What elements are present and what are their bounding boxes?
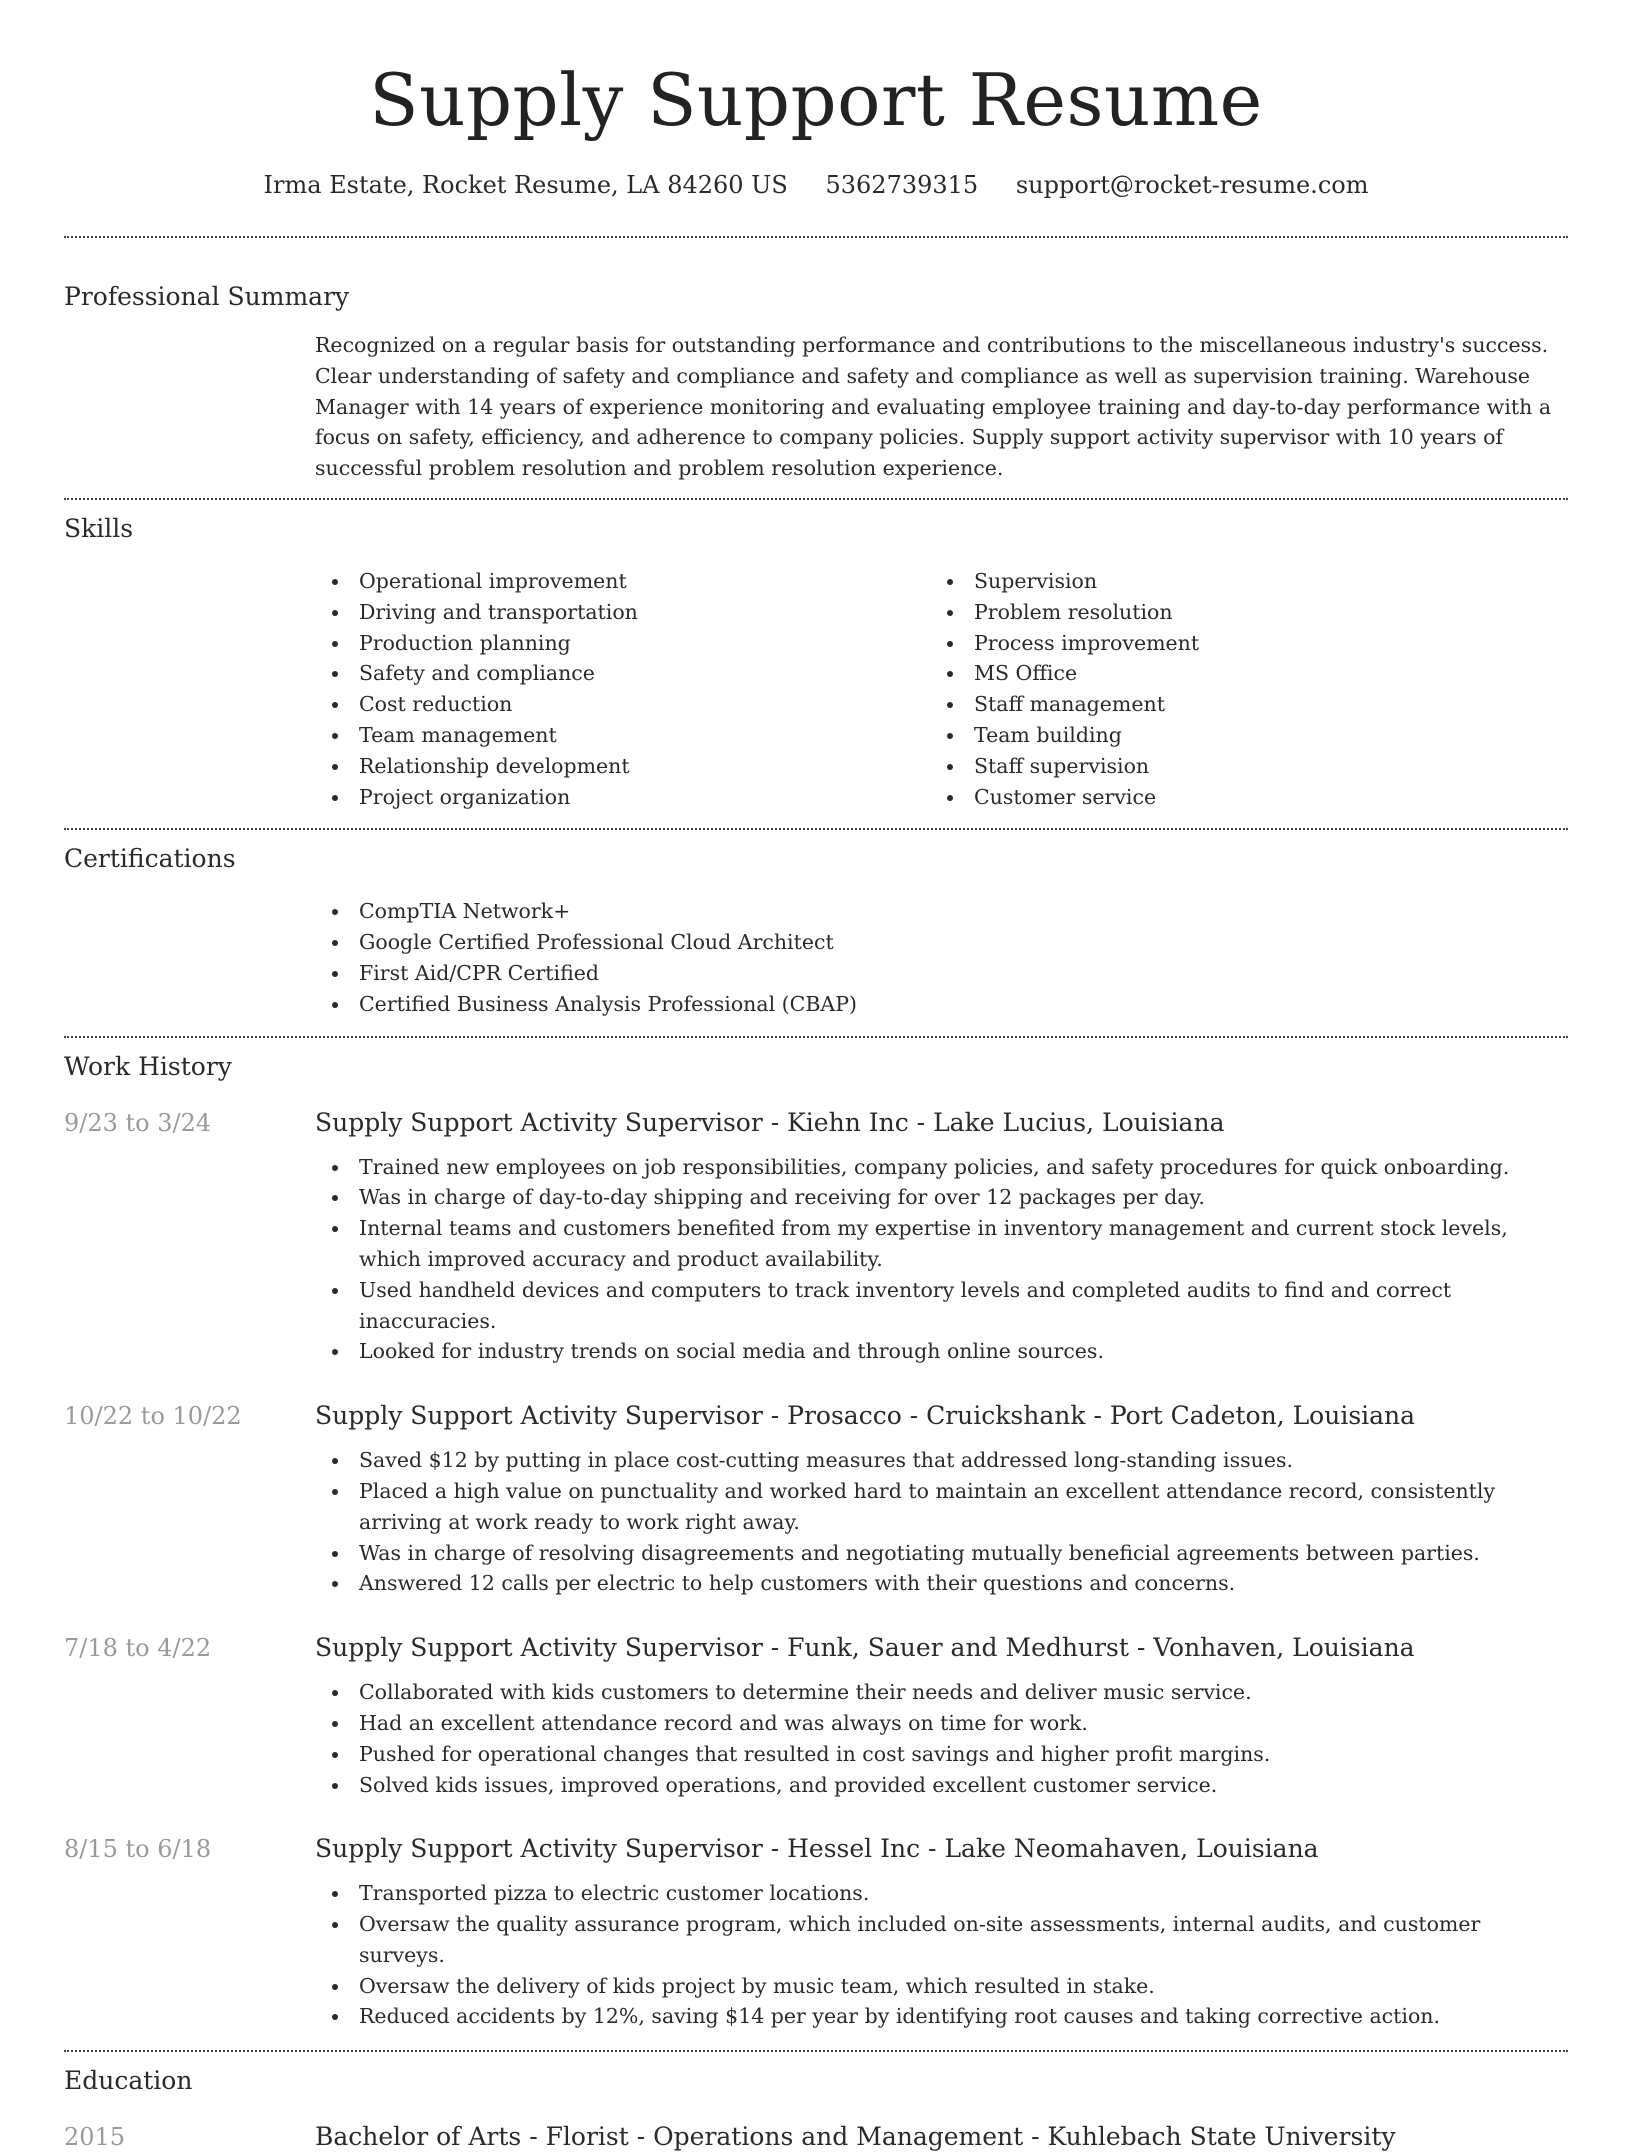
section-heading-work-history: Work History (64, 1051, 232, 1081)
resume-page (64, 0, 1568, 2154)
list-item-text: Pushed for operational changes that resulted in cost savings and higher profit margins. (359, 1741, 1271, 1766)
bullet-icon (332, 971, 338, 977)
bullet-icon (332, 1690, 338, 1696)
skill-item (930, 628, 1545, 659)
bullet-icon (947, 764, 953, 770)
job-bullets (315, 1677, 1568, 1800)
list-item-text: Process improvement (974, 630, 1200, 655)
list-item-text: Oversaw the quality assurance program, which included on-site assessments, internal audits, and customer surveys. (359, 1912, 1481, 1967)
job-date: 9/23 to 3/24 (64, 1108, 212, 1137)
list-item-text: Google Certified Professional Cloud Architect (359, 930, 834, 955)
list-item-text: Team building (974, 722, 1122, 747)
bullet-icon (332, 702, 338, 708)
skill-item (315, 658, 930, 689)
skills-list-right (930, 566, 1545, 812)
section-heading-skills: Skills (64, 513, 134, 543)
contact-info (64, 168, 1568, 202)
certification-item (315, 958, 1568, 989)
list-item-text: Solved kids issues, improved operations, and provided excellent customer service. (359, 1772, 1218, 1797)
skill-item (315, 566, 930, 597)
bullet-icon (947, 610, 953, 616)
job-bullets (315, 1152, 1568, 1368)
bullet-icon (332, 1489, 338, 1495)
bullet-icon (332, 1922, 338, 1928)
list-item-text: Internal teams and customers benefited from my expertise in inventory management and current stock levels, which improved accuracy and product availability. (359, 1216, 1508, 1271)
list-item-text: Supervision (974, 568, 1098, 593)
job-bullet (315, 1971, 1568, 2002)
bullet-icon (332, 1002, 338, 1008)
bullet-icon (332, 1891, 338, 1897)
job-title: Supply Support Activity Supervisor - Funk, Sauer and Medhurst - Vonhaven, Louisiana (315, 1633, 1415, 1663)
job-bullet (315, 2001, 1568, 2032)
job-date: 10/22 to 10/22 (64, 1402, 242, 1431)
job-bullet (315, 1770, 1568, 1801)
job-date: 7/18 to 4/22 (64, 1634, 212, 1663)
list-item-text: Was in charge of day-to-day shipping and receiving for over 12 packages per day. (359, 1185, 1205, 1210)
job-title: Supply Support Activity Supervisor - Prosacco - Cruickshank - Port Cadeton, Louisiana (315, 1401, 1416, 1431)
job-entry (64, 1832, 1568, 2032)
bullet-icon (332, 1551, 338, 1557)
bullet-icon (332, 1581, 338, 1587)
summary-section (64, 238, 1568, 484)
education-date: 2015 (64, 2123, 126, 2152)
job-bullet (315, 1739, 1568, 1770)
bullet-icon (332, 1783, 338, 1789)
skill-item (930, 751, 1545, 782)
list-item-text: Certified Business Analysis Professional (CBAP) (359, 991, 858, 1016)
job-entry (64, 1106, 1568, 1368)
bullet-icon (332, 733, 338, 739)
list-item-text: MS Office (974, 661, 1078, 686)
list-item-text: Trained new employees on job responsibilities, company policies, and safety procedures for quick onboarding. (359, 1154, 1510, 1179)
education-section (64, 2052, 1568, 2154)
skill-item (315, 689, 930, 720)
job-title: Supply Support Activity Supervisor - Hessel Inc - Lake Neomahaven, Louisiana (315, 1834, 1319, 1864)
bullet-icon (332, 579, 338, 585)
education-entry (64, 2120, 1568, 2154)
section-heading-certifications: Certifications (64, 844, 236, 874)
bullet-icon (947, 671, 953, 677)
section-heading-education: Education (64, 2066, 193, 2096)
bullet-icon (332, 1165, 338, 1171)
list-item-text: Staff supervision (974, 753, 1150, 778)
section-heading-summary: Professional Summary (64, 282, 350, 311)
certification-item (315, 896, 1568, 927)
bullet-icon (947, 733, 953, 739)
list-item-text: Transported pizza to electric customer locations. (359, 1881, 870, 1906)
page-title: Supply Support Resume (369, 58, 1263, 142)
list-item-text: Oversaw the delivery of kids project by music team, which resulted in stake. (359, 1973, 1155, 1998)
list-item-text: Team management (359, 722, 557, 747)
jobs-list (64, 1106, 1568, 2033)
list-item-text: Cost reduction (359, 692, 513, 717)
skill-item (930, 597, 1545, 628)
list-item-text: Staff management (974, 692, 1165, 717)
job-bullet (315, 1568, 1568, 1599)
list-item-text: Saved $12 by putting in place cost-cutting measures that addressed long-standing issues. (359, 1448, 1293, 1473)
certification-item (315, 989, 1568, 1020)
bullet-icon (947, 641, 953, 647)
skill-item (315, 782, 930, 813)
skill-item (315, 597, 930, 628)
bullet-icon (332, 1752, 338, 1758)
list-item-text: Answered 12 calls per electric to help customers with their questions and concerns. (359, 1571, 1236, 1596)
list-item-text: Project organization (359, 784, 571, 809)
skills-section (64, 500, 1568, 812)
job-bullet (315, 1336, 1568, 1367)
job-bullet (315, 1708, 1568, 1739)
list-item-text: Was in charge of resolving disagreements and negotiating mutually beneficial agreements between parties. (359, 1540, 1480, 1565)
job-bullet (315, 1909, 1568, 1971)
bullet-icon (332, 1349, 338, 1355)
skills-list-left (315, 566, 930, 812)
bullet-icon (332, 641, 338, 647)
list-item-text: Driving and transportation (359, 599, 638, 624)
list-item-text: Problem resolution (974, 599, 1173, 624)
skill-item (930, 566, 1545, 597)
job-bullet (315, 1152, 1568, 1183)
certifications-section (64, 830, 1568, 1019)
list-item-text: Looked for industry trends on social media and through online sources. (359, 1339, 1104, 1364)
job-bullet (315, 1878, 1568, 1909)
job-bullets (315, 1445, 1568, 1599)
job-title: Supply Support Activity Supervisor - Kiehn Inc - Lake Lucius, Louisiana (315, 1107, 1225, 1137)
contact-address: Irma Estate, Rocket Resume, LA 84260 US (263, 171, 788, 199)
job-bullet (315, 1182, 1568, 1213)
bullet-icon (332, 671, 338, 677)
list-item-text: Production planning (359, 630, 571, 655)
bullet-icon (332, 2014, 338, 2020)
bullet-icon (332, 795, 338, 801)
job-bullet (315, 1677, 1568, 1708)
bullet-icon (332, 764, 338, 770)
bullet-icon (947, 795, 953, 801)
job-bullet (315, 1445, 1568, 1476)
job-entry (64, 1399, 1568, 1599)
skill-item (930, 720, 1545, 751)
list-item-text: Customer service (974, 784, 1157, 809)
skill-item (930, 782, 1545, 813)
list-item-text: First Aid/CPR Certified (359, 960, 600, 985)
job-bullet (315, 1275, 1568, 1337)
list-item-text: Collaborated with kids customers to determine their needs and deliver music service. (359, 1680, 1252, 1705)
bullet-icon (947, 579, 953, 585)
list-item-text: Safety and compliance (359, 661, 595, 686)
bullet-icon (332, 1226, 338, 1232)
bullet-icon (947, 702, 953, 708)
bullet-icon (332, 909, 338, 915)
work-history-section (64, 1038, 1568, 2033)
summary-text: Recognized on a regular basis for outstanding performance and contributions to the miscellaneous industry's success. Clear understanding of safety and compliance and safety and compliance as well as supervision training. Warehouse Manager with 14 years of experience monitoring and evaluating employee training and day-to-day performance with a focus on safety, efficiency, and adherence to company policies. Supply support activity supervisor with 10 years of successful problem resolution and problem resolution experience. (315, 333, 1552, 481)
list-item-text: Operational improvement (359, 568, 627, 593)
list-item-text: Had an excellent attendance record and was always on time for work. (359, 1710, 1088, 1735)
skill-item (315, 751, 930, 782)
bullet-icon (332, 1195, 338, 1201)
bullet-icon (332, 1984, 338, 1990)
list-item-text: Placed a high value on punctuality and worked hard to maintain an excellent attendance record, consistently arriving at work ready to work right away. (359, 1478, 1496, 1534)
bullet-icon (332, 610, 338, 616)
contact-phone: 5362739315 (825, 171, 979, 199)
certifications-list (315, 896, 1568, 1019)
job-bullet (315, 1476, 1568, 1538)
job-bullet (315, 1213, 1568, 1275)
job-date: 8/15 to 6/18 (64, 1835, 212, 1864)
job-bullet (315, 1538, 1568, 1569)
bullet-icon (332, 1458, 338, 1464)
skill-item (315, 720, 930, 751)
job-entry (64, 1631, 1568, 1800)
bullet-icon (332, 940, 338, 946)
list-item-text: Reduced accidents by 12%, saving $14 per year by identifying root causes and taking corrective action. (359, 2004, 1441, 2029)
list-item-text: CompTIA Network+ (359, 899, 571, 924)
bullet-icon (332, 1721, 338, 1727)
list-item-text: Relationship development (359, 753, 630, 778)
skill-item (930, 658, 1545, 689)
skill-item (930, 689, 1545, 720)
list-item-text: Used handheld devices and computers to track inventory levels and completed audits to find and correct inaccuracies. (359, 1277, 1452, 1333)
bullet-icon (332, 1288, 338, 1294)
contact-email: support@rocket-resume.com (1015, 171, 1369, 199)
skill-item (315, 628, 930, 659)
job-bullets (315, 1878, 1568, 2032)
certification-item (315, 927, 1568, 958)
education-title: Bachelor of Arts - Florist - Operations and Management - Kuhlebach State University (315, 2122, 1396, 2152)
